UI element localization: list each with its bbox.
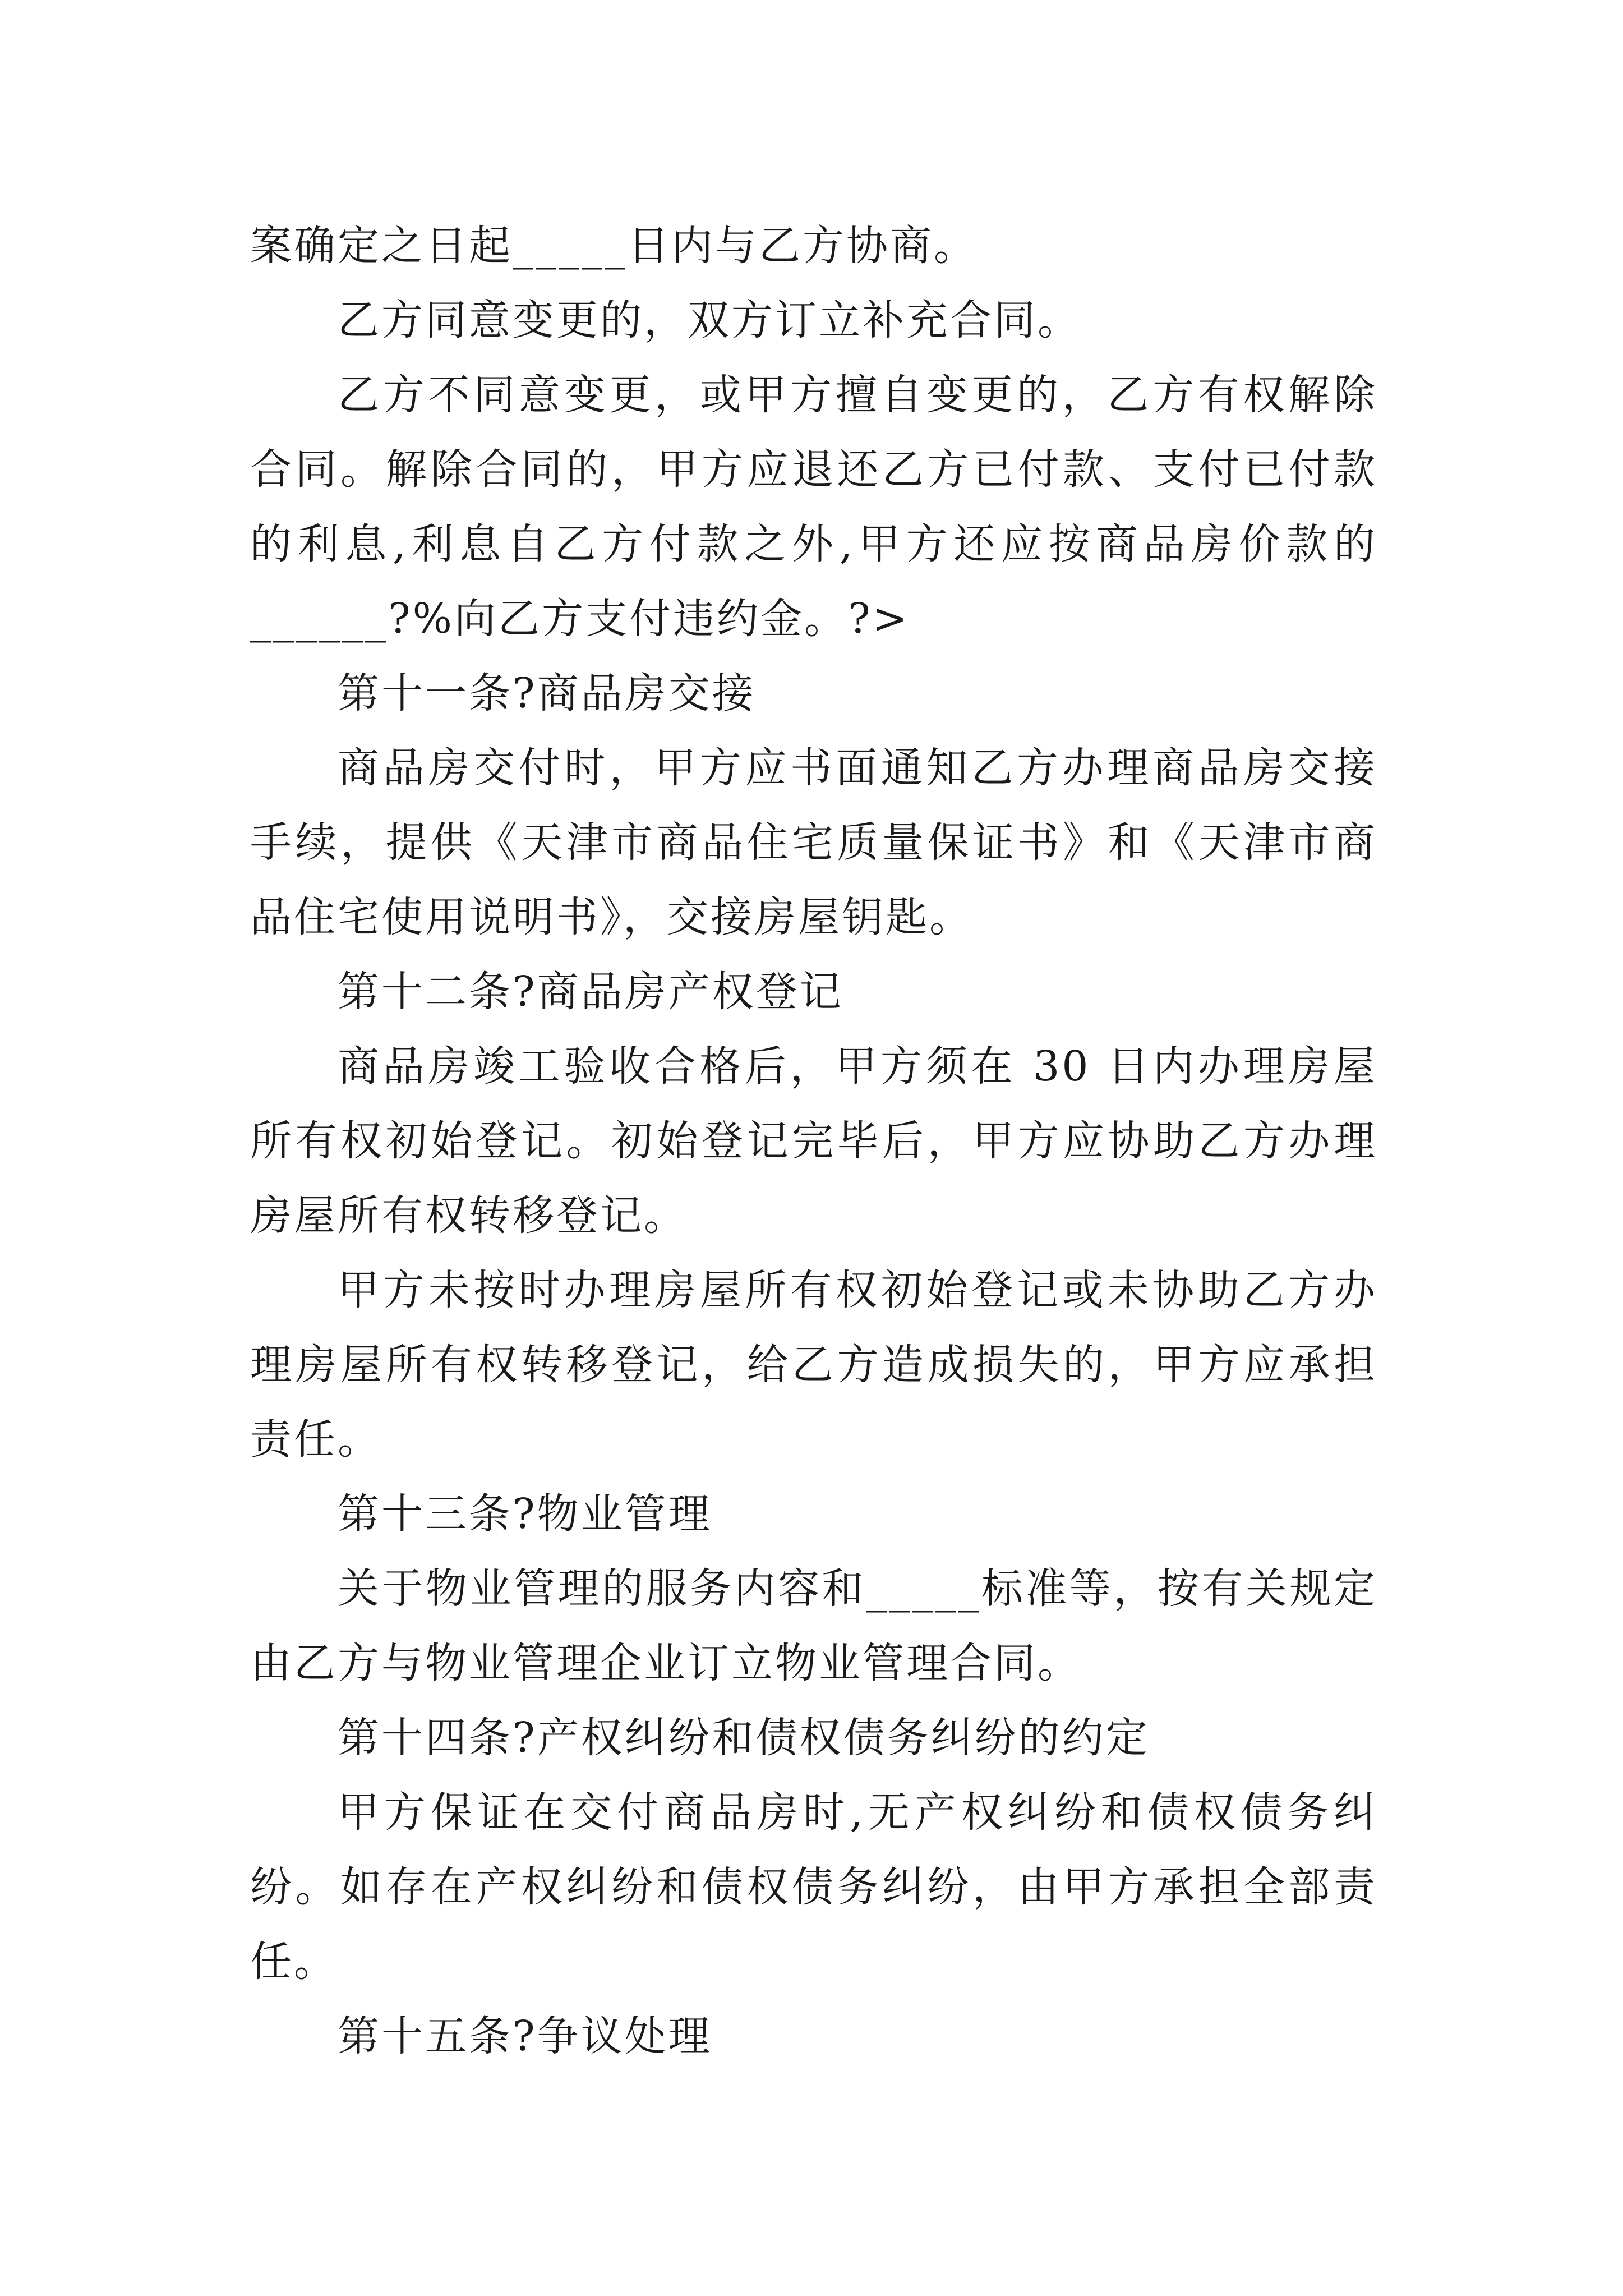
paragraph-property-management: 关于物业管理的服务内容和_____标准等，按有关规定由乙方与物业管理企业订立物业管理合同。 — [250, 1565, 1377, 1687]
article-13-heading: 第十三条?物业管理 — [338, 1490, 712, 1538]
paragraph-continuation: 案确定之日起_____日内与乙方协商。 — [250, 222, 978, 270]
paragraph-registration-liability: 甲方未按时办理房屋所有权初始登记或未协助乙方办理房屋所有权转移登记，给乙方造成损失的，甲方应承担责任。 — [250, 1266, 1377, 1464]
paragraph-agree-change: 乙方同意变更的，双方订立补充合同。 — [338, 296, 1081, 344]
article-11-heading: 第十一条?商品房交接 — [338, 669, 756, 717]
article-12-heading: 第十二条?商品房产权登记 — [338, 968, 843, 1016]
paragraph-registration: 商品房竣工验收合格后，甲方须在 30 日内办理房屋所有权初始登记。初始登记完毕后，甲方应协助乙方办理房屋所有权转移登记。 — [250, 1042, 1377, 1240]
contract-body — [250, 209, 1377, 2074]
article-15-heading: 第十五条?争议处理 — [338, 2012, 712, 2060]
paragraph-disagree-change: 乙方不同意变更，或甲方擅自变更的，乙方有权解除合同。解除合同的，甲方应退还乙方已付款、支付已付款的利息,利息自乙方付款之外,甲方还应按商品房价款的______?%向乙方支付违约金。?> — [250, 371, 1377, 643]
article-14-heading: 第十四条?产权纠纷和债权债务纠纷的约定 — [338, 1714, 1150, 1762]
paragraph-handover: 商品房交付时，甲方应书面通知乙方办理商品房交接手续，提供《天津市商品住宅质量保证书》和《天津市商品住宅使用说明书》，交接房屋钥匙。 — [250, 744, 1377, 941]
paragraph-disputes-guarantee: 甲方保证在交付商品房时,无产权纠纷和债权债务纠纷。如存在产权纠纷和债权债务纠纷，由甲方承担全部责任。 — [250, 1788, 1377, 1986]
